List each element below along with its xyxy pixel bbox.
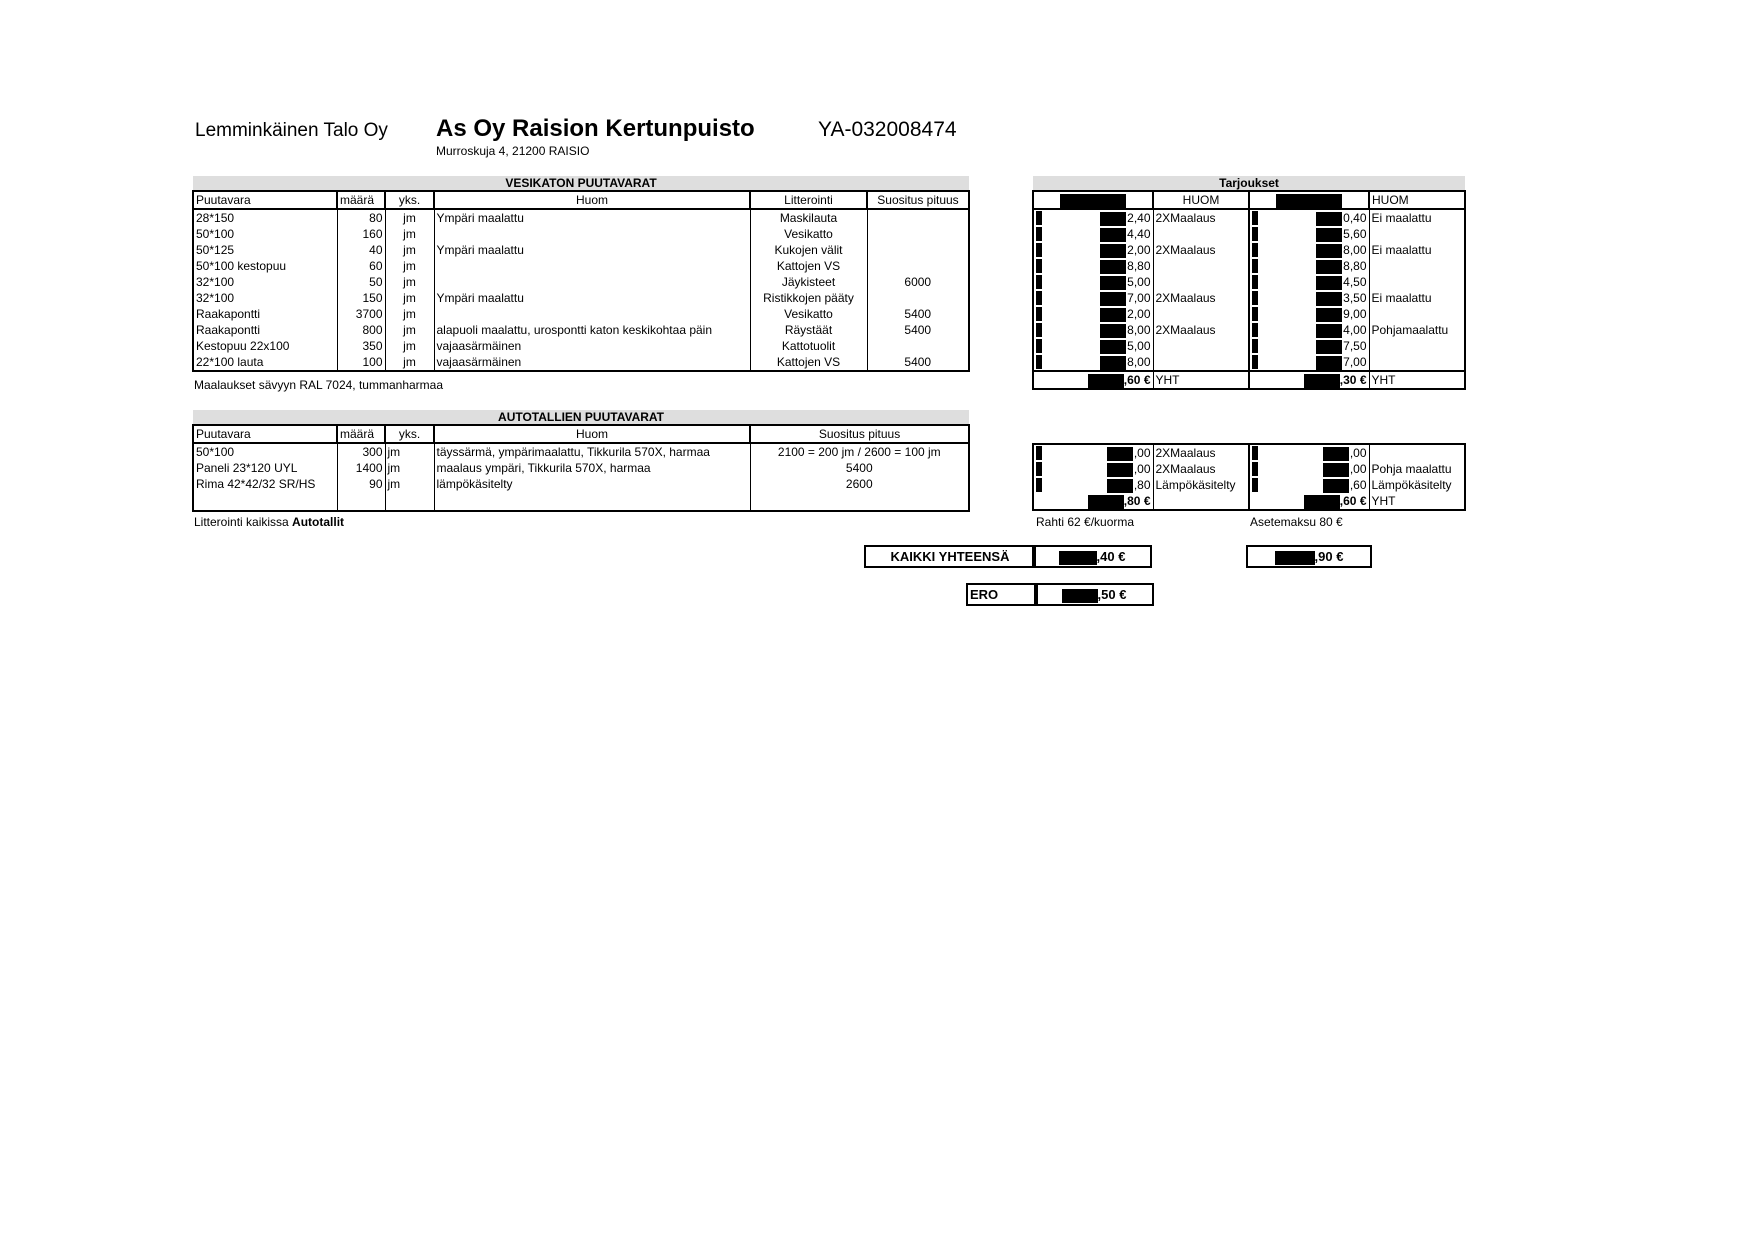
offer-b-total-value: ,60 € bbox=[1339, 494, 1367, 508]
offer-a-huom-header: HUOM bbox=[1153, 191, 1249, 209]
col-huom: Huom bbox=[434, 425, 750, 443]
cell-pituus: 2100 = 200 jm / 2600 = 100 jm bbox=[750, 443, 969, 460]
col-litterointi: Litterointi bbox=[750, 191, 867, 209]
offer-a-huom bbox=[1153, 338, 1249, 354]
asetemaksu-note: Asetemaksu 80 € bbox=[1250, 515, 1343, 529]
offer-row bbox=[1033, 258, 1465, 274]
offer-row bbox=[1033, 477, 1465, 493]
cell-litterointi: Kattotuolit bbox=[750, 338, 867, 354]
cell-yks: jm bbox=[385, 322, 434, 338]
offer-a-huom: 2XMaalaus bbox=[1153, 290, 1249, 306]
ero-label-box: ERO bbox=[966, 583, 1038, 606]
offer-total-row bbox=[1033, 371, 1465, 389]
offer-b-huom bbox=[1369, 306, 1465, 322]
offer-row bbox=[1033, 461, 1465, 477]
cell-litterointi: Kukojen välit bbox=[750, 242, 867, 258]
table-row bbox=[193, 290, 969, 306]
tarjoukset-table bbox=[1032, 176, 1466, 390]
col-huom: Huom bbox=[434, 191, 750, 209]
col-maara: määrä bbox=[337, 191, 385, 209]
offer-row bbox=[1033, 290, 1465, 306]
cell-huom: vajaasärmäinen bbox=[434, 354, 750, 371]
offer-a-huom bbox=[1153, 258, 1249, 274]
cell-puutavara: 50*100 kestopuu bbox=[193, 258, 337, 274]
cell-yks: jm bbox=[385, 258, 434, 274]
tarjoukset-autotalli-table bbox=[1032, 443, 1466, 511]
autotalli-title: AUTOTALLIEN PUUTAVARAT bbox=[193, 410, 969, 425]
offer-b-price-value: 9,00 bbox=[1343, 307, 1367, 321]
table-row bbox=[193, 322, 969, 338]
offer-b-huom: Pohja maalattu bbox=[1369, 461, 1465, 477]
table-row bbox=[193, 338, 969, 354]
cell-yks: jm bbox=[385, 443, 434, 460]
cell-pituus: 2600 bbox=[750, 476, 969, 492]
offer-a-huom: 2XMaalaus bbox=[1153, 209, 1249, 226]
cell-huom: Ympäri maalattu bbox=[434, 209, 750, 226]
autotalli-header-row bbox=[193, 425, 969, 443]
cell-puutavara: 22*100 lauta bbox=[193, 354, 337, 371]
project-title: As Oy Raision Kertunpuisto bbox=[436, 115, 755, 142]
table-row bbox=[193, 242, 969, 258]
offer-total-row bbox=[1033, 493, 1465, 510]
offer-a-price-value: 7,00 bbox=[1127, 291, 1151, 305]
offer-row bbox=[1033, 354, 1465, 371]
offer-b-huom-header: HUOM bbox=[1369, 191, 1465, 209]
offer-a-price-value: 8,00 bbox=[1127, 355, 1151, 369]
cell-pituus: 5400 bbox=[867, 354, 969, 371]
offer-row bbox=[1033, 338, 1465, 354]
table-row bbox=[193, 209, 969, 226]
vesikatto-table bbox=[192, 176, 970, 372]
offer-b-price-value: 7,50 bbox=[1343, 339, 1367, 353]
offer-a-total-value: ,60 € bbox=[1123, 373, 1151, 387]
table-row bbox=[193, 443, 969, 460]
offer-a-price bbox=[1033, 258, 1153, 274]
offer-a-price-value: 8,00 bbox=[1127, 323, 1151, 337]
cell-pituus bbox=[867, 226, 969, 242]
offer-a-price-value: 2,00 bbox=[1127, 243, 1151, 257]
footnote-prefix: Litterointi kaikissa bbox=[194, 515, 293, 529]
offer-a-price-value: ,00 bbox=[1133, 462, 1151, 476]
cell-puutavara: 50*125 bbox=[193, 242, 337, 258]
cell-pituus: 5400 bbox=[867, 306, 969, 322]
offer-a-price bbox=[1033, 290, 1153, 306]
offer-a-price-value: 2,00 bbox=[1127, 307, 1151, 321]
cell-maara: 160 bbox=[337, 226, 385, 242]
offer-b-price bbox=[1249, 290, 1369, 306]
offer-b-price bbox=[1249, 354, 1369, 371]
offer-a-price bbox=[1033, 242, 1153, 258]
offer-a-huom bbox=[1153, 306, 1249, 322]
col-puutavara: Puutavara bbox=[193, 191, 337, 209]
offer-row bbox=[1033, 306, 1465, 322]
cell-huom bbox=[434, 306, 750, 322]
offer-a-price bbox=[1033, 209, 1153, 226]
cell-yks: jm bbox=[385, 209, 434, 226]
offer-b-price-value: ,60 bbox=[1349, 478, 1367, 492]
col-suositus-pituus: Suositus pituus bbox=[867, 191, 969, 209]
cell-maara: 800 bbox=[337, 322, 385, 338]
cell-yks: jm bbox=[385, 226, 434, 242]
cell-huom: maalaus ympäri, Tikkurila 570X, harmaa bbox=[434, 460, 750, 476]
offer-a-price-value: 5,00 bbox=[1127, 275, 1151, 289]
cell-yks: jm bbox=[385, 476, 434, 492]
cell-pituus bbox=[867, 209, 969, 226]
cell-pituus: 6000 bbox=[867, 274, 969, 290]
offer-b-huom bbox=[1369, 226, 1465, 242]
cell-empty bbox=[193, 492, 337, 511]
offer-b-huom: Ei maalattu bbox=[1369, 290, 1465, 306]
cell-pituus bbox=[867, 258, 969, 274]
cell-puutavara: Kestopuu 22x100 bbox=[193, 338, 337, 354]
offer-a-huom bbox=[1153, 226, 1249, 242]
offer-b-total-label: YHT bbox=[1369, 371, 1465, 389]
cell-litterointi: Ristikkojen pääty bbox=[750, 290, 867, 306]
offer-a-price bbox=[1033, 354, 1153, 371]
offer-b-huom bbox=[1369, 338, 1465, 354]
col-maara: määrä bbox=[337, 425, 385, 443]
cell-litterointi: Vesikatto bbox=[750, 306, 867, 322]
tarjoukset-header-row bbox=[1033, 191, 1465, 209]
cell-yks: jm bbox=[385, 354, 434, 371]
offer-a-price-value: ,00 bbox=[1133, 446, 1151, 460]
cell-yks: jm bbox=[385, 290, 434, 306]
project-address: Murroskuja 4, 21200 RAISIO bbox=[436, 144, 590, 158]
offer-b-price bbox=[1249, 258, 1369, 274]
offer-b-price bbox=[1249, 306, 1369, 322]
cell-huom: Ympäri maalattu bbox=[434, 290, 750, 306]
cell-yks: jm bbox=[385, 338, 434, 354]
offer-a-price-value: 4,40 bbox=[1127, 227, 1151, 241]
offer-a-price bbox=[1033, 444, 1153, 461]
offer-a-total bbox=[1033, 493, 1153, 510]
table-row bbox=[193, 274, 969, 290]
offer-b-huom: Ei maalattu bbox=[1369, 242, 1465, 258]
offer-a-total-label bbox=[1153, 493, 1249, 510]
cell-pituus bbox=[867, 242, 969, 258]
total-label-box: KAIKKI YHTEENSÄ bbox=[864, 545, 1036, 568]
cell-pituus: 5400 bbox=[750, 460, 969, 476]
cell-litterointi: Maskilauta bbox=[750, 209, 867, 226]
cell-yks: jm bbox=[385, 274, 434, 290]
offer-b-huom bbox=[1369, 444, 1465, 461]
ero-value-box bbox=[1034, 583, 1154, 606]
cell-puutavara: 32*100 bbox=[193, 290, 337, 306]
table-row-empty bbox=[193, 492, 969, 511]
autotalli-footnote bbox=[194, 515, 344, 529]
cell-huom bbox=[434, 226, 750, 242]
offer-b-header bbox=[1249, 191, 1369, 209]
offer-a-price bbox=[1033, 306, 1153, 322]
cell-maara: 100 bbox=[337, 354, 385, 371]
offer-a-price bbox=[1033, 226, 1153, 242]
offer-b-huom bbox=[1369, 258, 1465, 274]
offer-row bbox=[1033, 322, 1465, 338]
cell-litterointi: Räystäät bbox=[750, 322, 867, 338]
document-id: YA-032008474 bbox=[818, 118, 957, 141]
offer-b-total-value: ,30 € bbox=[1339, 373, 1367, 387]
total-b-box bbox=[1246, 545, 1372, 568]
cell-huom bbox=[434, 258, 750, 274]
cell-huom: täyssärmä, ympärimaalattu, Tikkurila 570X, harmaa bbox=[434, 443, 750, 460]
offer-b-price bbox=[1249, 209, 1369, 226]
offer-b-price bbox=[1249, 322, 1369, 338]
cell-litterointi: Vesikatto bbox=[750, 226, 867, 242]
col-yks: yks. bbox=[385, 425, 434, 443]
offer-row bbox=[1033, 209, 1465, 226]
table-row bbox=[193, 306, 969, 322]
table-row bbox=[193, 476, 969, 492]
offer-b-price bbox=[1249, 242, 1369, 258]
cell-huom: Ympäri maalattu bbox=[434, 242, 750, 258]
autotalli-table bbox=[192, 410, 970, 512]
offer-b-price bbox=[1249, 338, 1369, 354]
cell-huom bbox=[434, 274, 750, 290]
offer-a-total-label: YHT bbox=[1153, 371, 1249, 389]
offer-b-price-value: 7,00 bbox=[1343, 355, 1367, 369]
total-a-value: ,40 € bbox=[1096, 549, 1126, 564]
table-row bbox=[193, 460, 969, 476]
cell-maara: 80 bbox=[337, 209, 385, 226]
cell-litterointi: Jäykisteet bbox=[750, 274, 867, 290]
offer-a-huom: 2XMaalaus bbox=[1153, 322, 1249, 338]
table-row bbox=[193, 226, 969, 242]
offer-a-price bbox=[1033, 338, 1153, 354]
cell-puutavara: 32*100 bbox=[193, 274, 337, 290]
cell-huom: alapuoli maalattu, urospontti katon keskikohtaa päin bbox=[434, 322, 750, 338]
offer-b-total bbox=[1249, 493, 1369, 510]
offer-a-price-value: 5,00 bbox=[1127, 339, 1151, 353]
cell-maara: 60 bbox=[337, 258, 385, 274]
footnote-bold: Autotallit bbox=[292, 515, 345, 529]
cell-yks: jm bbox=[385, 242, 434, 258]
offer-a-huom bbox=[1153, 274, 1249, 290]
tarjoukset-title: Tarjoukset bbox=[1033, 176, 1465, 191]
offer-a-huom: 2XMaalaus bbox=[1153, 242, 1249, 258]
cell-maara: 150 bbox=[337, 290, 385, 306]
offer-a-price-value: 2,40 bbox=[1127, 211, 1151, 225]
cell-maara: 350 bbox=[337, 338, 385, 354]
offer-b-price-value: 4,50 bbox=[1343, 275, 1367, 289]
offer-b-huom: Lämpökäsitelty bbox=[1369, 477, 1465, 493]
offer-b-total bbox=[1249, 371, 1369, 389]
offer-b-price-value: 0,40 bbox=[1343, 211, 1367, 225]
offer-b-price bbox=[1249, 444, 1369, 461]
offer-row bbox=[1033, 242, 1465, 258]
offer-row bbox=[1033, 444, 1465, 461]
cell-pituus bbox=[867, 338, 969, 354]
cell-maara: 90 bbox=[337, 476, 385, 492]
offer-b-price-value: 3,50 bbox=[1343, 291, 1367, 305]
table-row bbox=[193, 354, 969, 371]
cell-puutavara: 50*100 bbox=[193, 226, 337, 242]
vesikatto-header-row bbox=[193, 191, 969, 209]
offer-b-price bbox=[1249, 226, 1369, 242]
total-a-box bbox=[1032, 545, 1152, 568]
total-b-value: ,90 € bbox=[1314, 549, 1344, 564]
offer-a-price-value: ,80 bbox=[1133, 478, 1151, 492]
offer-b-huom: Pohjamaalattu bbox=[1369, 322, 1465, 338]
offer-b-price bbox=[1249, 461, 1369, 477]
offer-a-huom: 2XMaalaus bbox=[1153, 444, 1249, 461]
offer-a-price bbox=[1033, 461, 1153, 477]
cell-pituus bbox=[867, 290, 969, 306]
cell-maara: 3700 bbox=[337, 306, 385, 322]
offer-a-header bbox=[1033, 191, 1153, 209]
cell-yks: jm bbox=[385, 306, 434, 322]
offer-b-huom: Ei maalattu bbox=[1369, 209, 1465, 226]
cell-maara: 40 bbox=[337, 242, 385, 258]
offer-b-price bbox=[1249, 477, 1369, 493]
offer-a-price bbox=[1033, 322, 1153, 338]
cell-litterointi: Kattojen VS bbox=[750, 354, 867, 371]
offer-b-huom bbox=[1369, 354, 1465, 371]
ero-value: ,50 € bbox=[1097, 587, 1127, 602]
cell-huom: lämpökäsitelty bbox=[434, 476, 750, 492]
offer-b-price-value: 5,60 bbox=[1343, 227, 1367, 241]
cell-puutavara: Paneli 23*120 UYL bbox=[193, 460, 337, 476]
offer-b-price bbox=[1249, 274, 1369, 290]
col-yks: yks. bbox=[385, 191, 434, 209]
offer-a-price bbox=[1033, 274, 1153, 290]
table-row bbox=[193, 258, 969, 274]
offer-a-price bbox=[1033, 477, 1153, 493]
cell-puutavara: 50*100 bbox=[193, 443, 337, 460]
offer-a-price-value: 8,80 bbox=[1127, 259, 1151, 273]
offer-a-total bbox=[1033, 371, 1153, 389]
cell-empty bbox=[750, 492, 969, 511]
offer-a-huom bbox=[1153, 354, 1249, 371]
rahti-note: Rahti 62 €/kuorma bbox=[1036, 515, 1135, 529]
offer-b-price-value: ,00 bbox=[1349, 446, 1367, 460]
cell-puutavara: Rima 42*42/32 SR/HS bbox=[193, 476, 337, 492]
offer-b-price-value: 8,00 bbox=[1343, 243, 1367, 257]
offer-a-total-value: ,80 € bbox=[1123, 494, 1151, 508]
cell-empty bbox=[434, 492, 750, 511]
cell-maara: 300 bbox=[337, 443, 385, 460]
company-name: Lemminkäinen Talo Oy bbox=[195, 120, 388, 141]
cell-litterointi: Kattojen VS bbox=[750, 258, 867, 274]
cell-maara: 1400 bbox=[337, 460, 385, 476]
cell-huom: vajaasärmäinen bbox=[434, 338, 750, 354]
cell-maara: 50 bbox=[337, 274, 385, 290]
offer-b-huom bbox=[1369, 274, 1465, 290]
offer-a-huom: 2XMaalaus bbox=[1153, 461, 1249, 477]
vesikatto-footnote: Maalaukset sävyyn RAL 7024, tummanharmaa bbox=[194, 378, 444, 392]
col-puutavara: Puutavara bbox=[193, 425, 337, 443]
offer-b-price-value: ,00 bbox=[1349, 462, 1367, 476]
cell-puutavara: Raakapontti bbox=[193, 306, 337, 322]
offer-b-price-value: 4,00 bbox=[1343, 323, 1367, 337]
col-suositus-pituus: Suositus pituus bbox=[750, 425, 969, 443]
cell-yks: jm bbox=[385, 460, 434, 476]
cell-puutavara: 28*150 bbox=[193, 209, 337, 226]
offer-b-total-label: YHT bbox=[1369, 493, 1465, 510]
offer-row bbox=[1033, 226, 1465, 242]
vesikatto-title: VESIKATON PUUTAVARAT bbox=[193, 176, 969, 191]
offer-row bbox=[1033, 274, 1465, 290]
offer-a-huom: Lämpökäsitelty bbox=[1153, 477, 1249, 493]
cell-empty bbox=[337, 492, 385, 511]
cell-puutavara: Raakapontti bbox=[193, 322, 337, 338]
offer-b-price-value: 8,80 bbox=[1343, 259, 1367, 273]
cell-pituus: 5400 bbox=[867, 322, 969, 338]
cell-empty bbox=[385, 492, 434, 511]
